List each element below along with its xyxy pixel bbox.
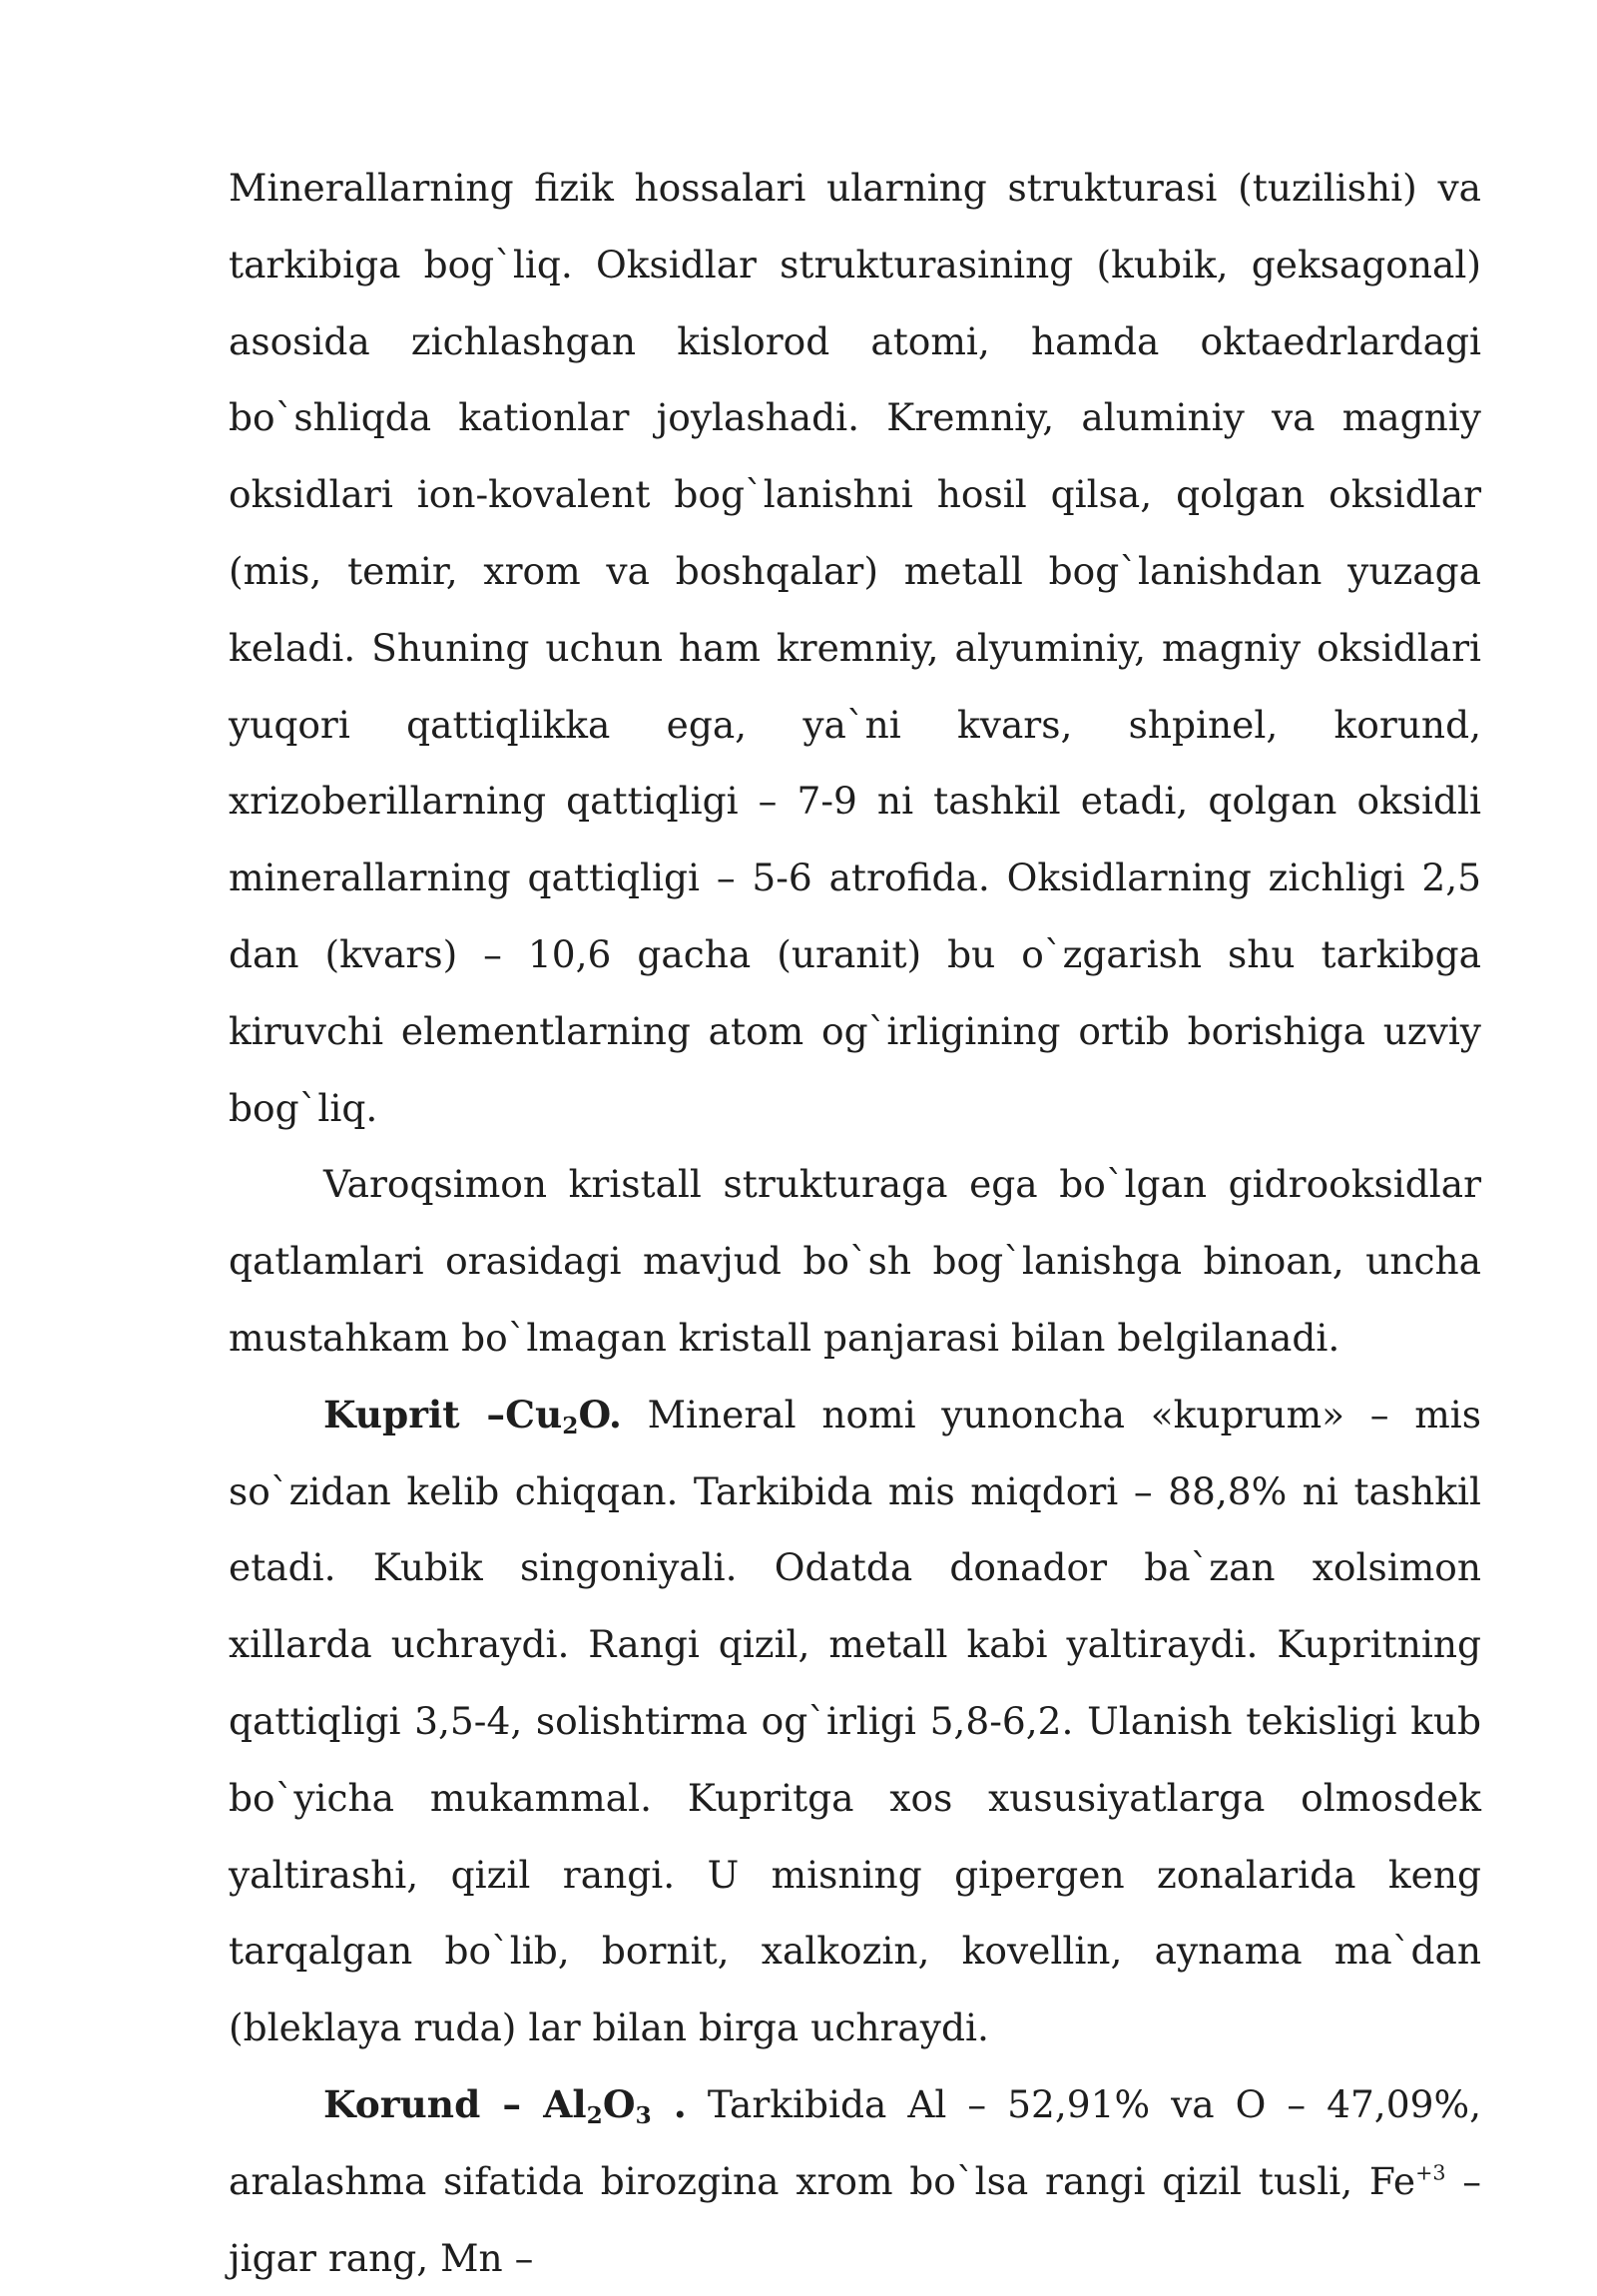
term-kuprit: [323, 1392, 622, 1439]
term-korund-mid: O: [602, 2081, 636, 2126]
paragraph-1: Minerallarning fizik hossalari ularning strukturasi (tuzilishi) va tarkibiga bog`liq. Oksidlar strukturasining (kubik, geksagonal) asosida zichlashgan kislorod atomi, hamda oktaedrlardagi bo`shliqda kationlar joylashadi. Kremniy, aluminiy va magniy oksidlari ion-kovalent bog`lanishni hosil qilsa, qolgan oksidlar (mis, temir, xrom va boshqalar) metall bog`lanishdan yuzaga keladi. Shuning uchun ham kremniy, alyuminiy, magniy oksidlari yuqori qattiqlikka ega, ya`ni kvars, shpinel, korund, xrizoberillarning qattiqligi – 7-9 ni tashkil etadi, qolgan oksidli minerallarning qattiqligi – 5-6 atrofida. Oksidlarning zichligi 2,5 dan (kvars) – 10,6 gacha (uranit) bu o`zgarish shu tarkibga kiruvchi elementlarning atom og`irligining ortib borishiga uzviy bog`liq.: [229, 166, 1481, 1130]
term-korund-subscript-1: 2: [586, 2101, 603, 2129]
kuprit-description: Mineral nomi yunoncha «kuprum» – mis so`zidan kelib chiqqan. Tarkibida mis miqdori – 88,8% ni tashkil etadi. Kubik singoniyali. Odatda donador ba`zan xolsimon xillarda uchraydi. Rangi qizil, metall kabi yaltiraydi. Kupritning qattiqligi 3,5-4, solishtirma og`irligi 5,8-6,2. Ulanish tekisligi kub bo`yicha mukammal. Kupritga xos xususiyatlarga olmosdek yaltirashi, qizil rangi. U misning gipergen zonalarida keng tarqalgan bo`lib, bornit, xalkozin, kovellin, aynama ma`dan (bleklaya ruda) lar bilan birga uchraydi.: [229, 1392, 1481, 2050]
term-korund-subscript-2: 3: [635, 2101, 652, 2129]
term-kuprit-tail: O.: [578, 1392, 622, 1436]
paragraph-2: Varoqsimon kristall strukturaga ega bo`lgan gidrooksidlar qatlamlari orasidagi mavjud bo`sh bog`lanishga binoan, uncha mustahkam bo`lmagan kristall panjarasi bilan belgilanadi.: [229, 1162, 1481, 1360]
korund-description-a: Tarkibida Al – 52,91% va O – 47,09%, aralashma sifatida birozgina xrom bo`lsa rangi qizil tusli, Fe: [229, 2081, 1481, 2203]
term-korund-name: Korund – Al: [323, 2081, 587, 2126]
term-kuprit-name: Kuprit –Cu: [323, 1392, 563, 1436]
document-page: [229, 150, 1481, 2296]
korund-description-b: – jigar rang, Mn –: [229, 2158, 1482, 2280]
paragraph-korund: [229, 2066, 1481, 2296]
term-kuprit-subscript: 2: [562, 1412, 579, 1439]
fe-charge-superscript: +3: [1415, 2160, 1446, 2185]
paragraph-kuprit: [229, 1377, 1481, 2066]
term-korund: [323, 2081, 687, 2129]
term-korund-tail: .: [651, 2081, 687, 2126]
